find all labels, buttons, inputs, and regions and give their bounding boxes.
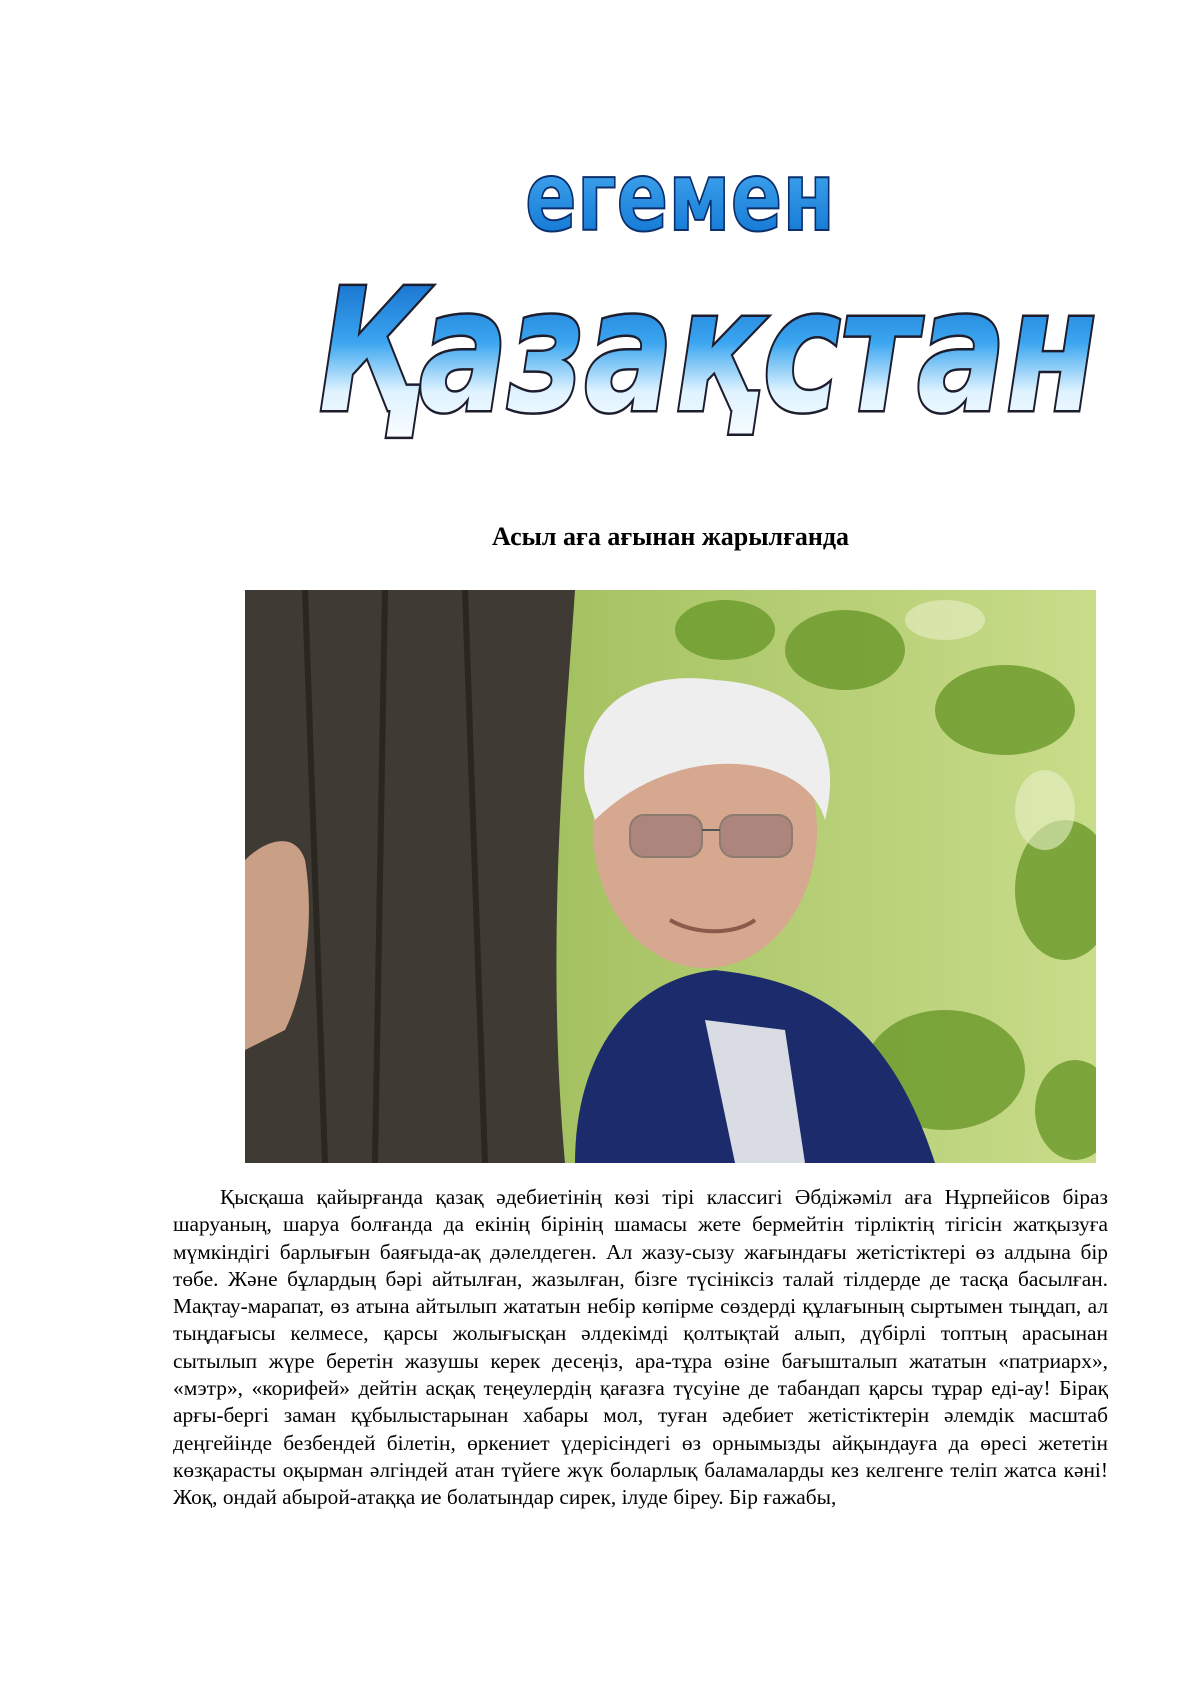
article-paragraph: Қысқаша қайырғанда қазақ әдебиетінің көзі тірі классигі Әбдіжәміл аға Нұрпейісов біраз шаруаның, шаруа болғанда да екінің бірінің шамасы жете бермейтін тірліктің тігісін жатқызуға мүмкіндігі барлығын баяғыда-ақ дәлелдеген. Ал жазу-сызу жағындағы жетістіктері өз алдына бір төбе. Және бұлардың бәрі айтылған, жазылған, бізге түсініксіз талай тілдерде де тасқа басылған. Мақтау-марапат, өз атына айтылып жататын небір көпірме сөздерді құлағының сыртымен тыңдап, ал тыңдағысы келмесе, қарсы жолығысқан әлдекімді қолтықтай алып, дүбірлі топтың арасынан сытылып жүре беретін жазушы керек десеңіз, ара-тұра өзіне бағышталып жататын «патриарх», «мэтр», «корифей» дейтін асқақ теңеулердің қағазға түсуіне де табандап қарсы тұрар еді-ау! Бірақ арғы-бергі заман құбылыстарынан хабары мол, туған әдебиет жетістіктерін әлемдік масштаб деңгейінде безбендей білетін, өркениет үдерісіндегі өз орнымызды айқындауға да өресі жететін көзқарасты оқырман әлгіндей атан түйеге жүк боларлық баламаларды кез келгенге теліп жатса кәні! Жоқ, ондай абырой-атаққа ие болатындар сирек, ілуде біреу. Бір ғажабы, [173,1185,1108,1510]
portrait-photo [245,590,1096,1163]
logo-line1: егемен [525,150,835,253]
article-title: Асыл аға ағынан жарылғанда [491,522,850,551]
logo-line2: Қазақстан [317,253,1097,451]
newspaper-logo [285,150,1130,480]
